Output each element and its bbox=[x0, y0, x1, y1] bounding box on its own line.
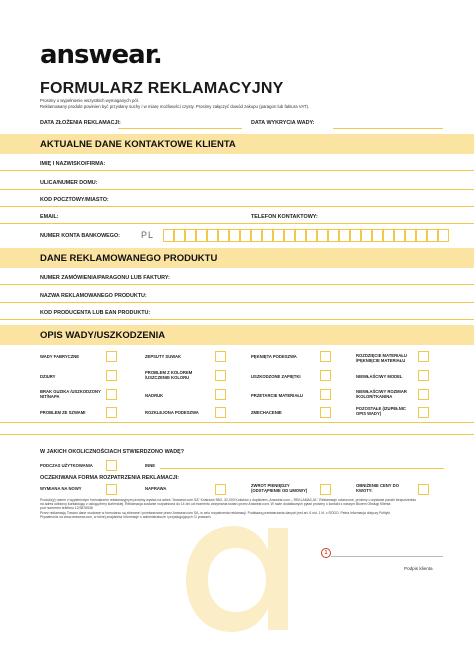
fine-print-line: Prywatności na www.answear.com, w której znajdziesz informacje o administratorze i przysługujących Ci prawach. bbox=[40, 514, 212, 519]
defect-checkbox[interactable] bbox=[320, 370, 331, 381]
postcode-label: KOD POCZTOWY/MIASTO: bbox=[40, 197, 109, 203]
answear-logo: answear. bbox=[40, 40, 162, 70]
complaint-date-field[interactable] bbox=[118, 128, 242, 129]
resolution-checkbox[interactable] bbox=[215, 484, 226, 495]
defect-checkbox[interactable] bbox=[215, 389, 226, 400]
defect-checkbox[interactable] bbox=[215, 407, 226, 418]
answear-brand-mark bbox=[176, 508, 296, 648]
defect-date-field[interactable] bbox=[333, 128, 443, 129]
defect-description-field[interactable] bbox=[0, 422, 474, 423]
product-section-title: DANE REKLAMOWANEGO PRODUKTU bbox=[40, 253, 218, 264]
resolution-option-label: NAPRAWA bbox=[145, 486, 167, 491]
defect-checkbox[interactable] bbox=[320, 351, 331, 362]
bank-account-label: NUMER KONTA BANKOWEGO: bbox=[40, 233, 120, 239]
bank-digit-cell[interactable] bbox=[174, 229, 185, 242]
defect-section-title: OPIS WADY/USZKODZENIA bbox=[40, 330, 166, 341]
email-label: EMAIL: bbox=[40, 214, 59, 220]
complaint-date-label: DATA ZŁOŻENIA REKLAMACJI: bbox=[40, 120, 121, 126]
page-title: FORMULARZ REKLAMACYJNY bbox=[40, 80, 284, 97]
signature-field[interactable] bbox=[331, 556, 443, 557]
contact-section-title: AKTUALNE DANE KONTAKTOWE KLIENTA bbox=[40, 139, 236, 150]
circumstances-use-label: PODCZAS UŻYTKOWANIA bbox=[40, 463, 93, 468]
bank-digit-cell[interactable] bbox=[218, 229, 229, 242]
defect-checkbox[interactable] bbox=[418, 389, 429, 400]
bank-digit-cell[interactable] bbox=[416, 229, 427, 242]
resolution-option-label: WYMIANA NA NOWY bbox=[40, 486, 82, 491]
defect-checkbox[interactable] bbox=[320, 389, 331, 400]
bank-digit-cell[interactable] bbox=[284, 229, 295, 242]
intro-line-2: Reklamowany produkt powinien być przysłany suchy i w miarę możliwości czysty. Prosimy załączyć dowód zakupu (paragon lub faktura VAT). bbox=[40, 104, 310, 109]
defect-description-field-2[interactable] bbox=[0, 434, 474, 435]
defect-checkbox[interactable] bbox=[106, 370, 117, 381]
postcode-field[interactable] bbox=[0, 206, 474, 207]
bank-digit-cell[interactable] bbox=[207, 229, 218, 242]
bank-digit-cell[interactable] bbox=[438, 229, 449, 242]
resolution-title: OCZEKIWANA FORMA ROZPATRZENIA REKLAMACJI: bbox=[40, 475, 180, 481]
bank-digit-cell[interactable] bbox=[317, 229, 328, 242]
defect-checkbox[interactable] bbox=[215, 351, 226, 362]
defect-checkbox[interactable] bbox=[418, 351, 429, 362]
bank-digit-cell[interactable] bbox=[295, 229, 306, 242]
defect-option-label: WADY FABRYCZNE bbox=[40, 354, 80, 359]
bank-digit-cell[interactable] bbox=[185, 229, 196, 242]
bank-digit-cell[interactable] bbox=[251, 229, 262, 242]
intro-line-1: Prosimy o wypełnienie wszystkich wymaganych pól. bbox=[40, 98, 139, 103]
bank-digit-cell[interactable] bbox=[383, 229, 394, 242]
signature-label: Podpis klienta bbox=[404, 566, 433, 571]
bank-digit-cell[interactable] bbox=[350, 229, 361, 242]
bank-digit-cell[interactable] bbox=[427, 229, 438, 242]
defect-option-label: DZIURY bbox=[40, 374, 56, 379]
order-number-field[interactable] bbox=[0, 284, 474, 285]
email-phone-field[interactable] bbox=[0, 223, 474, 224]
bank-digit-cell[interactable] bbox=[273, 229, 284, 242]
defect-date-label: DATA WYKRYCIA WADY: bbox=[251, 120, 315, 126]
bank-digit-cell[interactable] bbox=[361, 229, 372, 242]
defect-checkbox[interactable] bbox=[215, 370, 226, 381]
fine-print-line: na adres odbiorcy kontaktując z usługą firmy kurierskiej. Reklamacja zostanie rozpatrzona do 14 dni od momentu otrzymania towaru przez Answear.com. W razie dodatkowych pytań prosimy o kontakt z naszym Biurem Obsługi Klienta bbox=[40, 502, 391, 507]
bank-digit-cell[interactable] bbox=[163, 229, 174, 242]
product-name-label: NAZWA REKLAMOWANEGO PRODUKTU: bbox=[40, 293, 147, 299]
defect-checkbox[interactable] bbox=[418, 370, 429, 381]
name-field[interactable] bbox=[0, 170, 474, 171]
product-code-field[interactable] bbox=[0, 319, 474, 320]
street-field[interactable] bbox=[0, 189, 474, 190]
bank-digit-cell[interactable] bbox=[405, 229, 416, 242]
fine-print-line: Produkt(y) razem z wypełnionym formularzem reklamacyjnym prosimy wysłać na adres "Answear.com SA" Kostrzów 95/2, 32-003 Kokotów z dopiskiem „Answear.com – REKLAMACJA". Reklamacje odrzucone, prosimy o wysłanie paczki bezpośrednio bbox=[40, 498, 417, 502]
bank-digit-cell[interactable] bbox=[306, 229, 317, 242]
bank-digit-cell[interactable] bbox=[196, 229, 207, 242]
intro-text bbox=[40, 98, 309, 110]
bank-digit-cell[interactable] bbox=[262, 229, 273, 242]
signature-marker: 1 bbox=[321, 548, 331, 558]
defect-option-label: ZMECHACENIE bbox=[251, 410, 282, 415]
resolution-checkbox[interactable] bbox=[320, 484, 331, 495]
fine-print-line: pod numerem telefonu 12/3876538 bbox=[40, 506, 93, 511]
defect-option-label: USZKODZONE ZAPIĘTKI bbox=[251, 374, 301, 379]
circumstances-other-field[interactable] bbox=[160, 468, 444, 469]
defect-option-label: POZOSTAŁE (IZUPEŁNIC OPIS WADY) bbox=[356, 406, 406, 416]
bank-prefix: PL bbox=[141, 230, 155, 240]
bank-digit-cell[interactable] bbox=[394, 229, 405, 242]
defect-option-label: PROBLEM ZE SZWAMI bbox=[40, 410, 86, 415]
defect-option-label: NIEWŁAŚCIWY MODEL bbox=[356, 374, 403, 379]
bank-digit-cell[interactable] bbox=[372, 229, 383, 242]
defect-option-label: PĘKNIĘTA PODESZWA bbox=[251, 354, 297, 359]
defect-option-label: NIEWŁAŚCIWY ROZMIAR /KOLOR/TKANINA bbox=[356, 389, 407, 399]
defect-option-label: BRAK GUZIKA /USZKODZONY NIT/NAPA bbox=[40, 389, 101, 399]
defect-checkbox[interactable] bbox=[320, 407, 331, 418]
phone-label: TELEFON KONTAKTOWY: bbox=[251, 214, 318, 220]
product-name-field[interactable] bbox=[0, 302, 474, 303]
bank-digit-cell[interactable] bbox=[240, 229, 251, 242]
name-label: IMIĘ I NAZWISKO/FIRMA: bbox=[40, 161, 106, 167]
defect-option-label: ROZKLEJONA PODESZWA bbox=[145, 410, 199, 415]
resolution-option-label: ZWROT PIENIĘDZY (ODSTĄPIENIE OD UMOWY) bbox=[251, 483, 308, 493]
fine-print-line: Przez reklamację Towaru dane osobowe w formularzu są zbierane i przetwarzane przez Answear.com SA, w celu rozpatrzenia reklamacji. Podstawą przetwarzania danych jest art. 6 ust. 1 lit. c RODO. Pełna informacja dotyczy Polityki bbox=[40, 510, 390, 515]
product-code-label: KOD PRODUCENTA LUB EAN PRODUKTU: bbox=[40, 310, 151, 316]
defect-option-label: ROZDZIĘCIE MATERIAŁU /PĘKNIĘCIE MATERIAŁU bbox=[356, 353, 407, 363]
resolution-option-label: OBNIŻENIE CENY DO KWOTY: bbox=[356, 483, 399, 493]
resolution-checkbox[interactable] bbox=[418, 484, 429, 495]
bank-digit-cell[interactable] bbox=[229, 229, 240, 242]
circumstances-question: W JAKICH OKOLICZNOŚCIACH STWIERDZONO WADĘ? bbox=[40, 449, 185, 455]
street-label: ULICA/NUMER DOMU: bbox=[40, 180, 98, 186]
defect-option-label: ZEPSUTY SUWAK bbox=[145, 354, 181, 359]
defect-checkbox[interactable] bbox=[106, 351, 117, 362]
circumstances-other-label: INNE bbox=[145, 463, 156, 468]
circumstances-use-checkbox[interactable] bbox=[106, 460, 117, 471]
defect-checkbox[interactable] bbox=[418, 407, 429, 418]
defect-option-label: PROBLEM Z KOLOREM /USZCZENIE KOLORU bbox=[145, 370, 193, 380]
resolution-checkbox[interactable] bbox=[106, 484, 117, 495]
bank-digit-cell[interactable] bbox=[328, 229, 339, 242]
defect-checkbox[interactable] bbox=[106, 407, 117, 418]
defect-checkbox[interactable] bbox=[106, 389, 117, 400]
order-number-label: NUMER ZAMÓWIENIA/PARAGONU LUB FAKTURY: bbox=[40, 275, 170, 281]
defect-option-label: PRZETARCIE MATERIAŁU bbox=[251, 393, 303, 398]
defect-option-label: NADRUK bbox=[145, 393, 164, 398]
bank-digit-cell[interactable] bbox=[339, 229, 350, 242]
